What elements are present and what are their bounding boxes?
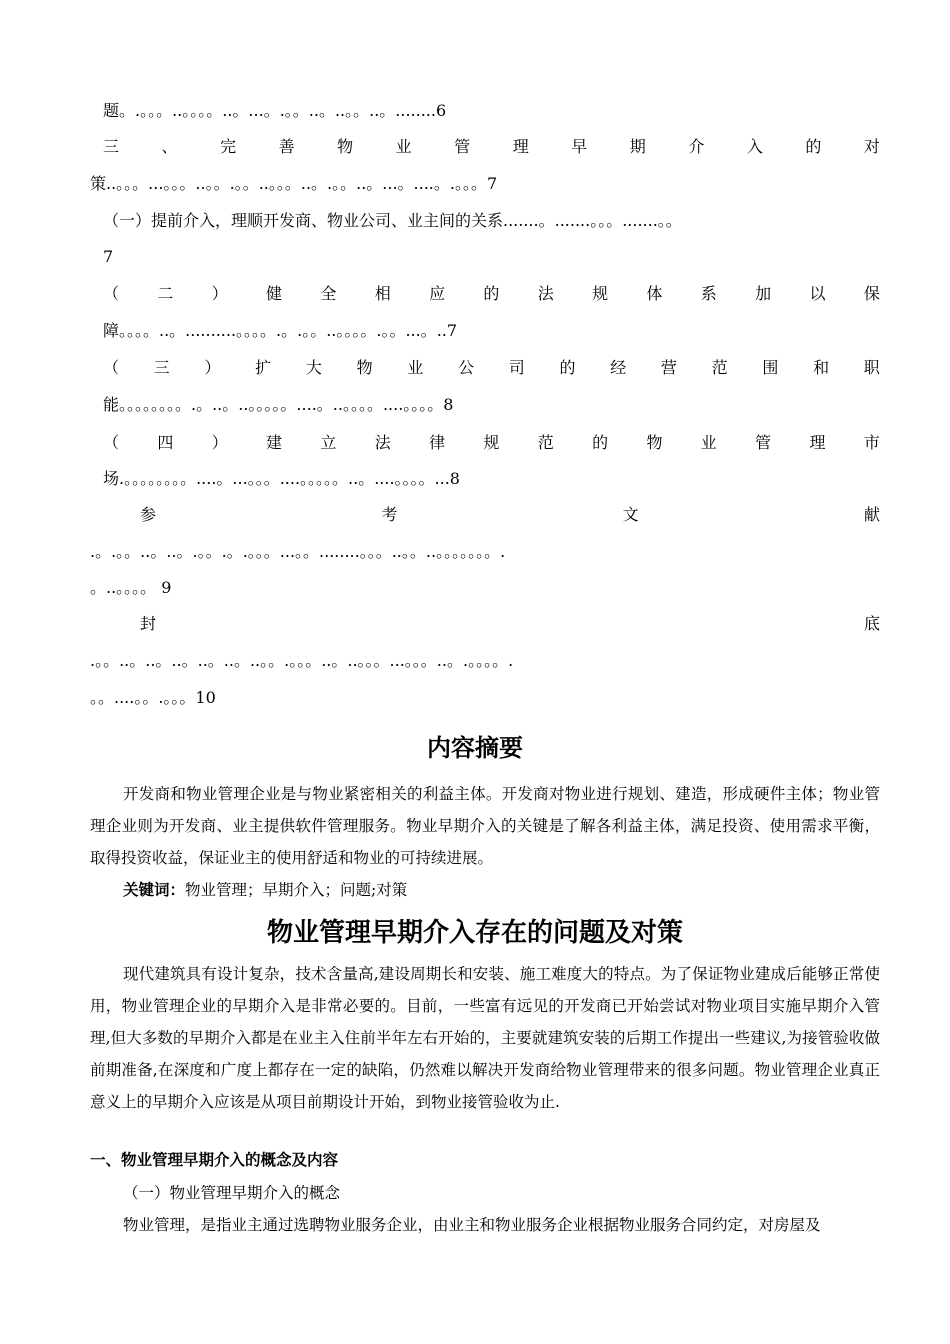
toc-char: 围 xyxy=(762,358,779,377)
toc-char: 献 xyxy=(863,505,880,524)
toc-char: 法 xyxy=(374,433,391,452)
toc-char: 建 xyxy=(266,433,283,452)
toc-char: 业 xyxy=(700,433,717,452)
toc-char: 四 xyxy=(157,433,174,452)
toc-char: 体 xyxy=(646,284,663,303)
toc-char: 物 xyxy=(356,358,373,377)
toc-char: （ xyxy=(103,358,120,377)
toc-char: 物 xyxy=(646,433,663,452)
toc-char: 早 xyxy=(571,137,588,156)
toc-char: 的 xyxy=(592,433,609,452)
article-title: 物业管理早期介入存在的问题及对策 xyxy=(266,918,683,948)
toc-char: 文 xyxy=(622,505,639,524)
article-intro: 现代建筑具有设计复杂，技术含量高,建设周期长和安装、施工难度大的特点。为了保证物业建成后能够正常使用，物业管理企业的早期介入是非常必要的。目前，一些富有远见的开发商已开始尝试对物业项目实施早期介入管理,但大多数的早期介入都是在业主入住前半年左右开始的，主要就建筑安装的后期工作提出一些建议,为接管验收做前期准备,在深度和广度上都存在一定的缺陷，仍然难以解决开发商给物业管理带来的很多问题。物业管理企业真正意义上的早期介入应该是从项目前期设计开始，到物业接管验收为止. xyxy=(90,965,880,1111)
toc-char: 扩 xyxy=(255,358,272,377)
toc-char: 理 xyxy=(809,433,826,452)
toc-char: 管 xyxy=(755,433,772,452)
toc-char: 的 xyxy=(805,137,822,156)
toc-line-spread xyxy=(103,137,880,157)
toc-char: 考 xyxy=(381,505,398,524)
toc-char: 市 xyxy=(863,433,880,452)
section-heading: 一、物业管理早期介入的概念及内容 xyxy=(90,1151,339,1169)
toc-char: 和 xyxy=(813,358,830,377)
toc-char: 底 xyxy=(863,614,880,633)
toc-line-spread xyxy=(140,505,880,525)
toc-char: 保 xyxy=(863,284,880,303)
toc-line: 。。....。。.。。。10 xyxy=(90,688,216,707)
toc-line: 场.。。。。。。。。....。...。。。....。。。。。..。....。。。。...8 xyxy=(103,469,460,488)
toc-char: 立 xyxy=(320,433,337,452)
toc-char: ） xyxy=(211,433,228,452)
toc-char: 职 xyxy=(863,358,880,377)
toc-char: 对 xyxy=(863,137,880,156)
toc-char: 的 xyxy=(483,284,500,303)
toc-char: 全 xyxy=(320,284,337,303)
toc-char: 法 xyxy=(537,284,554,303)
toc-char: 以 xyxy=(809,284,826,303)
toc-char: 入 xyxy=(746,137,763,156)
toc-char: 营 xyxy=(660,358,677,377)
keywords-line xyxy=(123,880,407,900)
toc-char: 加 xyxy=(755,284,772,303)
toc-char: 三 xyxy=(103,137,120,156)
toc-char: 理 xyxy=(512,137,529,156)
toc-char: 管 xyxy=(454,137,471,156)
toc-char: 参 xyxy=(140,505,157,524)
toc-char: 的 xyxy=(559,358,576,377)
toc-line: 障。。。。..。..........。。。。.。.。。..。。。。.。。...。..7 xyxy=(103,321,458,340)
subsection-heading: （一）物业管理早期介入的概念 xyxy=(123,1184,341,1202)
toc-char: 公 xyxy=(458,358,475,377)
toc-char: 期 xyxy=(629,137,646,156)
keywords-value: 物业管理；早期介入；问题;对策 xyxy=(185,881,408,899)
toc-line-spread xyxy=(103,358,880,378)
toc-line: 题。.。。。..。。。。..。...。.。。..。..。。..。........6 xyxy=(103,101,447,120)
toc-page-number: 7 xyxy=(103,247,114,266)
keywords-label: 关键词： xyxy=(123,881,186,899)
toc-line-spread xyxy=(103,284,880,304)
toc-char: 业 xyxy=(407,358,424,377)
toc-char: 二 xyxy=(157,284,174,303)
toc-char: ） xyxy=(204,358,221,377)
toc-line: .。。..。..。..。..。..。..。。.。。。..。..。。。...。。。..。.。。。。. xyxy=(90,651,514,670)
toc-line-spread xyxy=(103,433,880,453)
toc-char: 规 xyxy=(483,433,500,452)
toc-line: （一）提前介入，理顺开发商、物业公司、业主间的关系.......。.......。。。.......。。 xyxy=(103,211,682,230)
toc-char: ） xyxy=(211,284,228,303)
toc-char: 业 xyxy=(395,137,412,156)
toc-line-spread xyxy=(140,614,880,634)
toc-line: 策..。。。...。。。..。。.。。..。。。..。.。。..。...。....。.。。。7 xyxy=(90,174,498,193)
toc-char: 范 xyxy=(711,358,728,377)
toc-line: 能。。。。。。。。.。..。..。。。。。....。..。。。。....。。。。8 xyxy=(103,395,454,414)
toc-line: 。..。。。。 9 xyxy=(90,578,172,597)
toc-char: 范 xyxy=(537,433,554,452)
toc-char: 三 xyxy=(153,358,170,377)
toc-char: 、 xyxy=(161,137,178,156)
toc-char: 大 xyxy=(305,358,322,377)
abstract-body: 开发商和物业管理企业是与物业紧密相关的利益主体。开发商对物业进行规划、建造，形成硬件主体；物业管理企业则为开发商、业主提供软件管理服务。物业早期介入的关键是了解各利益主体，满足投资、使用需求平衡，取得投资收益，保证业主的使用舒适和物业的可持续进展。 xyxy=(90,785,880,867)
toc-char: 律 xyxy=(429,433,446,452)
toc-char: 相 xyxy=(374,284,391,303)
toc-char: 应 xyxy=(429,284,446,303)
toc-char: （ xyxy=(103,433,120,452)
toc-char: 介 xyxy=(688,137,705,156)
toc-char: 物 xyxy=(337,137,354,156)
toc-line: .。.。。..。..。.。。.。.。。。...。。........。。。..。。..。。。。。。。. xyxy=(90,542,506,561)
toc-char: 规 xyxy=(592,284,609,303)
toc-char: 司 xyxy=(508,358,525,377)
toc-char: 封 xyxy=(140,614,157,633)
toc-char: 健 xyxy=(266,284,283,303)
toc-char: 经 xyxy=(610,358,627,377)
article-paragraph: 物业管理，是指业主通过选聘物业服务企业，由业主和物业服务企业根据物业服务合同约定，对房屋及 xyxy=(123,1216,821,1234)
toc-char: （ xyxy=(103,284,120,303)
toc-char: 完 xyxy=(220,137,237,156)
toc-char: 系 xyxy=(700,284,717,303)
abstract-title: 内容摘要 xyxy=(427,734,523,762)
toc-char: 善 xyxy=(278,137,295,156)
